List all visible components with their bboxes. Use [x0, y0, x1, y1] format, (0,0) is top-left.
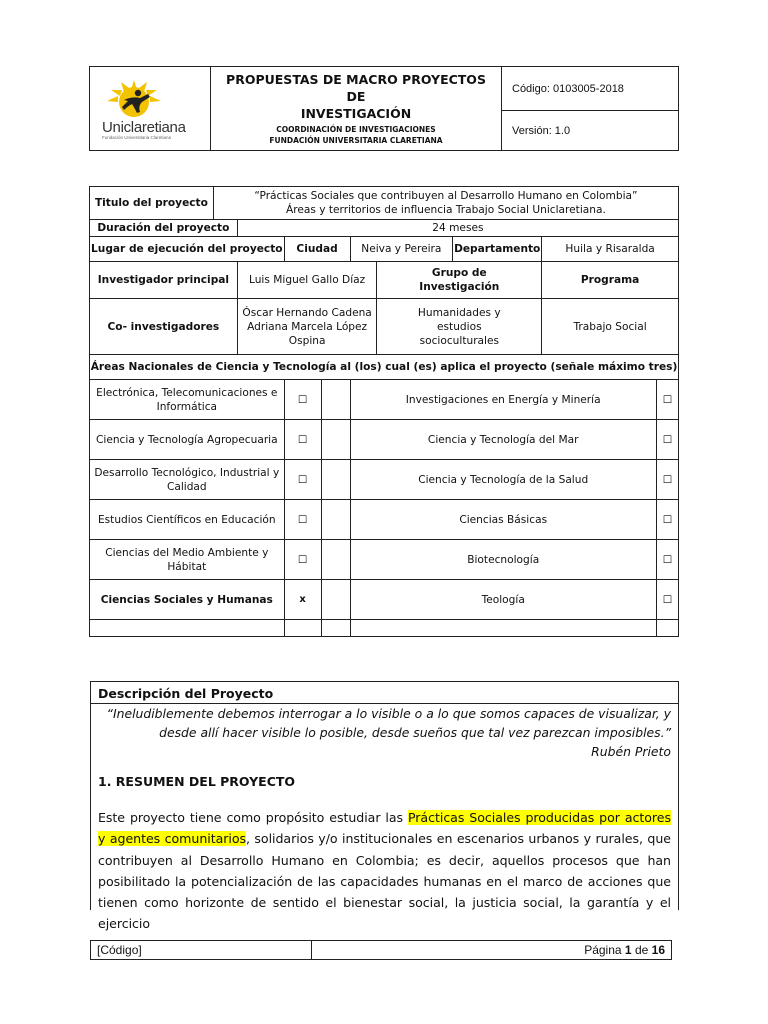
logo-text: Uniclaretiana [102, 119, 186, 136]
area-left-label [90, 380, 285, 420]
quote-author: Rubén Prieto [591, 744, 671, 759]
program-label: Programa [542, 262, 679, 299]
logo-cell [90, 67, 211, 151]
research-group-line-1: Humanidades y [417, 306, 501, 319]
document-header [89, 66, 679, 151]
research-group-line-3: socioculturales [419, 334, 500, 347]
research-group-line-2: estudios [437, 320, 482, 333]
area-row [90, 500, 679, 540]
area-right-label: Ciencias Básicas [350, 500, 656, 540]
areas-heading: Áreas Nacionales de Ciencia y Tecnología al (los) cual (es) aplica el proyecto (señale máximo tres) [90, 355, 679, 380]
area-right-checkbox[interactable]: ☐ [656, 460, 678, 500]
subtitle-line-2: FUNDACIÓN UNIVERSITARIA CLARETIANA [269, 136, 443, 145]
page-footer [90, 940, 672, 960]
page-label: Página [584, 943, 622, 957]
document-code: Código: 0103005-2018 [502, 67, 679, 111]
area-left-line-1: Electrónica, Telecomunicaciones e [96, 386, 278, 399]
sun-figure-icon [102, 76, 166, 122]
area-right-checkbox[interactable]: ☐ [656, 500, 678, 540]
empty-cell [656, 620, 678, 637]
header-title [211, 67, 502, 151]
area-spacer [321, 500, 350, 540]
area-left-checkbox[interactable]: ☐ [284, 460, 321, 500]
research-group-value [377, 299, 542, 355]
research-group-label-line-2: Investigación [419, 281, 500, 293]
area-left-label: Ciencias del Medio Ambiente y Hábitat [90, 540, 285, 580]
department-value: Huila y Risaralda [542, 237, 679, 262]
project-title-label: Titulo del proyecto [90, 187, 214, 220]
co-investigators-value [237, 299, 377, 355]
co-investigator-2-cont: Ospina [288, 334, 326, 347]
research-group-label [377, 262, 542, 299]
area-left-checkbox[interactable]: ☐ [284, 380, 321, 420]
area-left-label: Ciencia y Tecnología Agropecuaria [90, 420, 285, 460]
quote-line-2: desde allí hacer visible lo posible, desde sueños que tal vez parezcan imposibles.” [159, 725, 671, 740]
department-label: Departamento [453, 237, 542, 262]
area-left-checkbox[interactable]: ☐ [284, 500, 321, 540]
quote-line-1: “Ineludiblemente debemos interrogar a lo visible o a lo que somos capaces de visualizar, y [106, 706, 671, 721]
area-row [90, 420, 679, 460]
description-heading: Descripción del Proyecto [91, 682, 679, 704]
project-table [89, 186, 679, 637]
area-right-checkbox[interactable]: ☐ [656, 540, 678, 580]
logo-subtext: Fundación Universitaria Claretiana [102, 135, 172, 140]
city-label: Ciudad [284, 237, 350, 262]
epigraph-quote [91, 704, 678, 761]
research-group-label-line-1: Grupo de [431, 267, 487, 279]
logo [90, 76, 210, 141]
empty-cell [284, 620, 321, 637]
area-right-label: Investigaciones en Energía y Minería [350, 380, 656, 420]
area-spacer [321, 580, 350, 620]
empty-cell [90, 620, 285, 637]
principal-investigator-label: Investigador principal [90, 262, 238, 299]
area-left-label: Ciencias Sociales y Humanas [90, 580, 285, 620]
area-left-label: Estudios Científicos en Educación [90, 500, 285, 540]
page-of: de [634, 943, 649, 957]
project-title-value [213, 187, 678, 220]
area-right-label: Ciencia y Tecnología del Mar [350, 420, 656, 460]
area-row [90, 540, 679, 580]
co-investigators-label: Co- investigadores [90, 299, 238, 355]
title-line-1: PROPUESTAS DE MACRO PROYECTOS DE [226, 72, 486, 104]
area-left-checkbox[interactable]: x [284, 580, 321, 620]
duration-label: Duración del proyecto [90, 220, 238, 237]
document-version: Versión: 1.0 [502, 111, 679, 151]
summary-text-start: Este proyecto tiene como propósito estudiar las [98, 810, 408, 825]
section-title: 1. RESUMEN DEL PROYECTO [98, 774, 296, 789]
co-investigator-2: Adriana Marcela López [247, 320, 368, 333]
area-spacer [321, 380, 350, 420]
area-left-label [90, 460, 285, 500]
footer-code: [Código] [91, 941, 312, 960]
location-label: Lugar de ejecución del proyecto [90, 237, 285, 262]
title-line-2: INVESTIGACIÓN [300, 106, 412, 121]
subtitle-line-1: COORDINACIÓN DE INVESTIGACIONES [276, 125, 436, 134]
area-spacer [321, 460, 350, 500]
area-right-label: Ciencia y Tecnología de la Salud [350, 460, 656, 500]
project-title-line-2: Áreas y territorios de influencia Trabajo Social Uniclaretiana. [285, 204, 606, 216]
project-title-line-1: “Prácticas Sociales que contribuyen al Desarrollo Humano en Colombia” [254, 190, 638, 202]
area-row [90, 580, 679, 620]
area-left-line-2: Calidad [166, 480, 207, 493]
area-spacer [321, 420, 350, 460]
area-right-checkbox[interactable]: ☐ [656, 420, 678, 460]
area-right-checkbox[interactable]: ☐ [656, 580, 678, 620]
area-right-label: Teología [350, 580, 656, 620]
area-spacer [321, 540, 350, 580]
principal-investigator-value: Luis Miguel Gallo Díaz [237, 262, 377, 299]
co-investigator-1: Óscar Hernando Cadena [242, 306, 372, 319]
program-value: Trabajo Social [542, 299, 679, 355]
area-left-checkbox[interactable]: ☐ [284, 420, 321, 460]
project-description [90, 681, 679, 932]
summary-text-rest: , solidarios y/o institucionales en escenarios urbanos y rurales, que contribuyen al Desarrollo Humano en Colombia; es decir, aquellos procesos que han posibilitado la potencialización de las capacidades humanas en el marco de acciones que tienen como horizonte de sentido el bienestar social, la justicia social, la garantía y el ejercicio [98, 831, 671, 932]
summary-paragraph [91, 807, 678, 935]
area-left-line-2: Informática [156, 400, 218, 413]
area-right-label: Biotecnología [350, 540, 656, 580]
duration-value: 24 meses [237, 220, 678, 237]
area-right-checkbox[interactable]: ☐ [656, 380, 678, 420]
empty-cell [321, 620, 350, 637]
empty-row [90, 620, 679, 637]
city-value: Neiva y Pereira [350, 237, 453, 262]
summary-highlight: Prácticas Sociales producidas por actores y agentes comunitarios [98, 810, 671, 847]
area-left-checkbox[interactable]: ☐ [284, 540, 321, 580]
page-total: 16 [651, 943, 665, 957]
page-number [312, 941, 672, 960]
area-row [90, 460, 679, 500]
area-left-line-1: Desarrollo Tecnológico, Industrial y [94, 466, 280, 479]
area-row [90, 380, 679, 420]
empty-cell [350, 620, 656, 637]
page-current: 1 [624, 943, 632, 957]
